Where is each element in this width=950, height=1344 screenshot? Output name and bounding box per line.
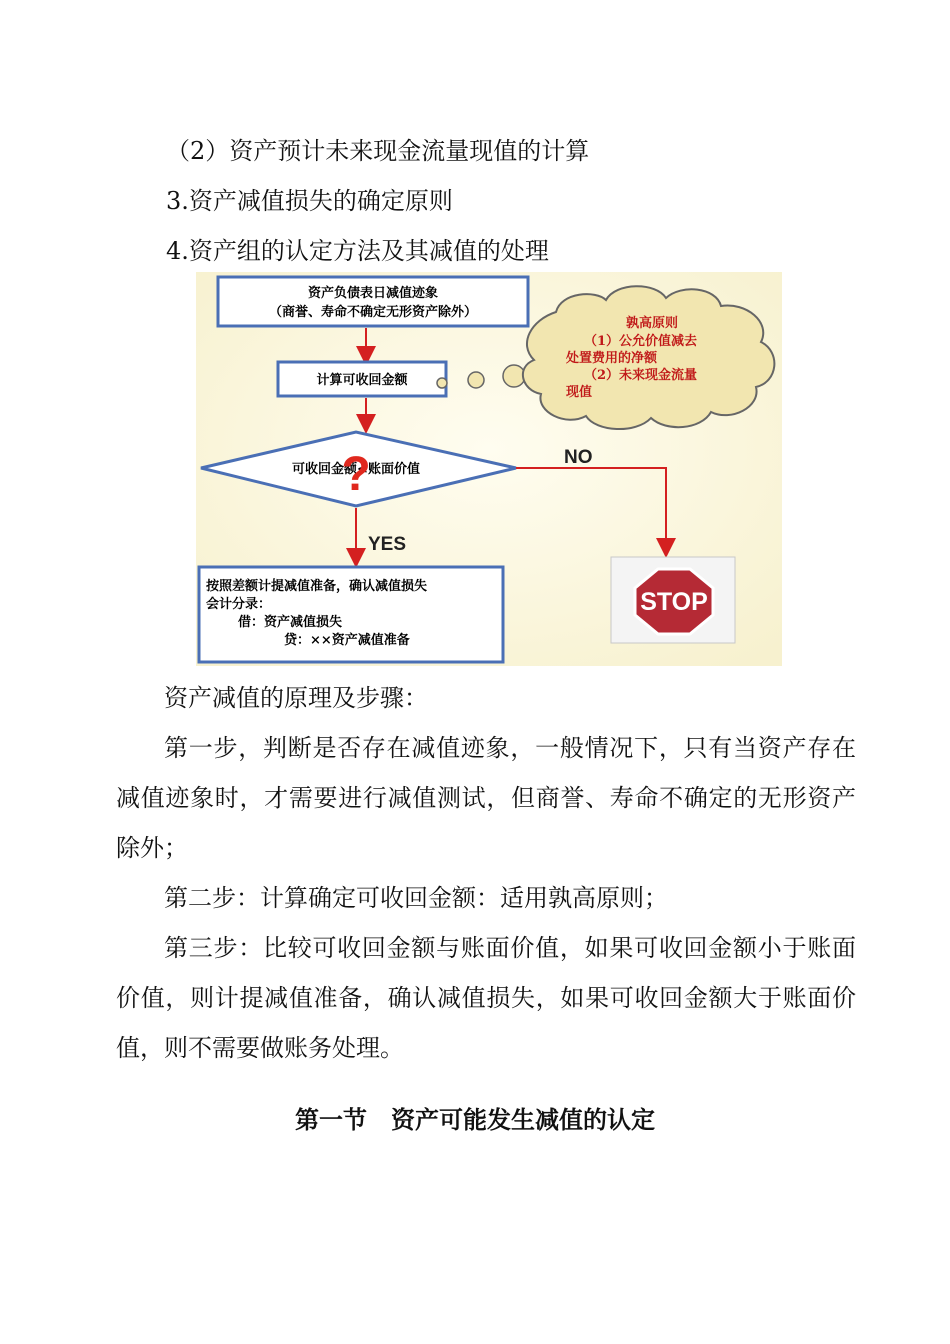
cloud-line1: 孰高原则 [625, 316, 679, 331]
no-label: NO [564, 447, 593, 468]
paragraph-step-one: 第一步，判断是否存在减值迹象，一般情况下，只有当资产存在减值迹象时，才需要进行减值测试，但商誉、寿命不确定的无形资产除外； [116, 734, 856, 862]
intro-line-2: 3.资产减值损失的确定原则 [166, 187, 453, 215]
section-heading: 第一节 资产可能发生减值的认定 [295, 1105, 655, 1134]
cloud-line5: 现值 [566, 385, 593, 400]
intro-line-3: 4.资产组的认定方法及其减值的处理 [166, 237, 549, 265]
calc-box-label: 计算可收回金额 [316, 373, 408, 388]
question-mark-icon: ? [341, 448, 371, 501]
yes-label: YES [368, 534, 407, 555]
bubble-large [503, 365, 525, 387]
bubble-medium [468, 372, 484, 388]
result-line1: 按照差额计提减值准备，确认减值损失 [206, 579, 428, 594]
paragraph-step-two: 第二步：计算确定可收回金额：适用孰高原则； [164, 884, 668, 912]
cloud-line4: （2）未来现金流量 [584, 368, 698, 383]
intro-line-1: （2）资产预计未来现金流量现值的计算 [166, 137, 590, 165]
paragraph-step-three: 第三步：比较可收回金额与账面价值，如果可收回金额小于账面价值，则计提减值准备，确认减值损失，如果可收回金额大于账面价值，则不需要做账务处理。 [116, 934, 856, 1062]
impairment-flowchart [196, 272, 782, 666]
cloud-line3: 处置费用的净额 [566, 351, 658, 366]
signs-box-line2: （商誉、寿命不确定无形资产除外） [268, 305, 478, 320]
result-line2: 会计分录： [206, 597, 272, 612]
paragraph-principle-title: 资产减值的原理及步骤： [164, 684, 428, 712]
bubble-small [437, 378, 447, 388]
signs-box-line1: 资产负债表日减值迹象 [307, 286, 439, 301]
stop-sign-text: STOP [640, 588, 708, 616]
result-line4: 贷：××资产减值准备 [284, 633, 410, 648]
decision-label: 可收回金额<账面价值 [292, 462, 420, 477]
result-line3: 借：资产减值损失 [238, 615, 343, 630]
cloud-line2: （1）公允价值减去 [584, 334, 698, 349]
